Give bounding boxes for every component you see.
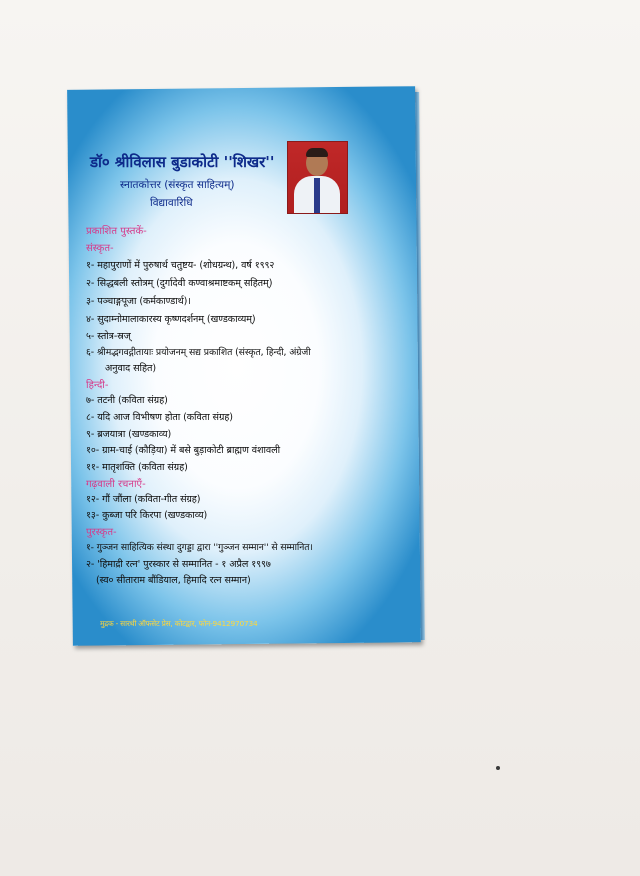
- list-item-continuation: अनुवाद सहित): [105, 363, 156, 374]
- photo-hair: [306, 148, 328, 157]
- list-item-continuation: (स्व० सीताराम बौंडियाल, हिमादि रत्न सम्मान): [96, 575, 251, 586]
- list-item: १२- गौं जौंला (कविता-गीत संग्रह): [86, 494, 201, 505]
- section-awards: पुरस्कृत-: [86, 527, 117, 538]
- section-garhwali: गढ़वाली रचनाएँ-: [86, 479, 146, 490]
- section-sanskrit: संस्कृत-: [86, 243, 114, 254]
- list-item: ३- पञ्चाङ्गपूजा (कर्मकाण्डार्थ)।: [86, 296, 191, 307]
- dust-speck: [496, 766, 500, 770]
- list-item: ९- ब्रजयात्रा (खण्डकाव्य): [86, 429, 172, 440]
- author-degree: स्नातकोत्तर (संस्कृत साहित्यम्): [120, 179, 235, 191]
- list-item: ४- सुदाम्नोमालाकारस्य कृष्णदर्शनम् (खण्डकाव्यम्): [86, 314, 256, 325]
- list-item: १३- कुब्जा परि किरपा (खण्डकाव्य): [86, 510, 208, 521]
- list-item: ११- मातृशक्ति (कविता संग्रह): [86, 462, 188, 473]
- list-item: ७- तटनी (कविता संग्रह): [86, 395, 168, 406]
- author-name: डॉ० श्रीविलास बुडाकोटी ''शिखर'': [90, 153, 275, 171]
- list-item: १- महापुराणों में पुरुषार्थ चतुष्टय- (शोधग्रन्थ), वर्ष १९९२: [86, 260, 275, 271]
- list-item: ५- स्तोत्र-स्रज्: [86, 331, 131, 342]
- section-published: प्रकाशित पुस्तकें-: [86, 226, 147, 237]
- list-item: २- सिद्धबली स्तोत्रम् (दुर्गादेवी कण्वाश्रमाष्टकम् सहितम्): [86, 278, 273, 289]
- photo-tie: [314, 178, 320, 214]
- printer-credit: मुद्रक - सारथी ऑफसेट प्रेस, कोटद्वार, फोन-9412970734: [100, 619, 258, 628]
- list-item: ६- श्रीमद्भगवद्गीतायाः प्रयोजनम् सद्य प्रकाशित (संस्कृत, हिन्दी, अंग्रेजी: [86, 347, 311, 358]
- author-photo: [287, 141, 348, 214]
- list-item: ८- यदि आज विभीषण होता (कविता संग्रह): [86, 412, 233, 423]
- list-item: २- 'हिमाद्री रत्न' पुरस्कार से सम्मानित - १ अप्रैल १९९७: [86, 559, 271, 570]
- author-title: विद्यावारिधि: [150, 197, 193, 209]
- list-item: १- गुञ्जन साहित्यिक संस्था दुगड्डा द्वारा ''गुञ्जन सम्मान'' से सम्मानित।: [86, 542, 313, 553]
- section-hindi: हिन्दी-: [86, 380, 109, 391]
- list-item: १०- ग्राम-चाई (कौड़िया) में बसे बुड़ाकोटी ब्राह्मण वंशावली: [86, 445, 280, 456]
